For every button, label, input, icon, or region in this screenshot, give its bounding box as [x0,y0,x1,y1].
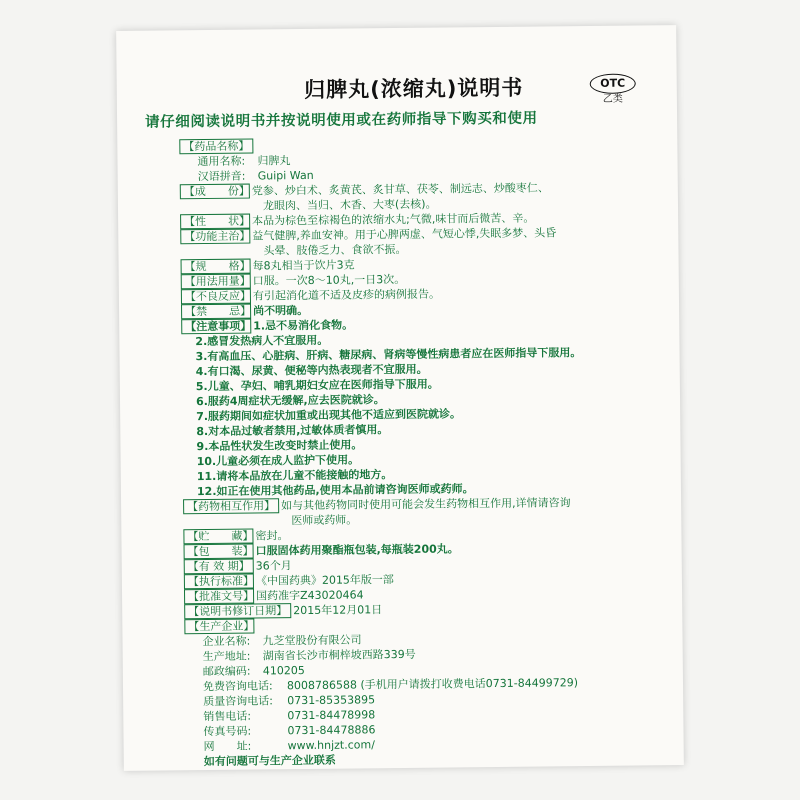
manufacturer-row: 销售电话: 0731-84478998 [203,708,376,724]
instruction-leaflet [116,25,684,771]
manufacturer-row: 质量咨询电话: 0731-85353895 [203,693,376,709]
precaution-item: 4.有口渴、尿黄、便秘等内热表现者不宜服用。 [195,362,428,379]
precaution-item: 11.请将本品放在儿童不能接触的地方。 [196,468,393,484]
manufacturer-heading: 【生产企业】 [184,614,654,634]
leaflet-content [145,69,656,769]
contraindications-row: 【禁 忌】 尚不明确。 [181,299,651,319]
description-row: 【性 状】 本品为棕色至棕褐色的浓缩水丸;气微,味甘而后微苦、辛。 [180,209,650,229]
manufacturer-row: 邮政编码: 410205 [202,664,305,679]
spec-row: 【规 格】 每8丸相当于饮片3克 [181,254,651,274]
precaution-item: 6.服药4周症状无缓解,应去医院就诊。 [195,393,385,409]
revision-row: 【说明书修订日期】 2015年12月01日 [184,599,654,619]
ingredients-continued: 龙眼肉、当归、木香、大枣(去核)。 [262,197,437,213]
otc-class: 乙类 [602,93,623,105]
manufacturer-row: 生产地址: 湖南省长沙市桐梓坡西路339号 [202,647,416,664]
otc-badge: OTC [590,74,636,94]
precaution-item: 12.如正在使用其他药品,使用本品前请咨询医师或药师。 [196,482,474,499]
ingredients-row: 【成 份】 党参、炒白术、炙黄芪、炙甘草、茯苓、制远志、炒酸枣仁、 [180,179,650,199]
precaution-item: 8.对本品过敏者禁用,过敏体质者慎用。 [196,423,389,439]
precautions-row: 【注意事项】 1.忌不易消化食物。 [181,314,651,334]
standard-row: 【执行标准】 《中国药典》2015年版一部 [184,569,654,589]
precaution-item: 9.本品性状发生改变时禁止使用。 [196,438,363,454]
interactions-row: 【药物相互作用】 如与其他药物同时使用可能会发生药物相互作用,详情请咨询 [183,494,653,514]
pinyin-row: 汉语拼音: Guipi Wan [197,168,314,184]
interactions-continued: 医师或药师。 [291,513,358,528]
indications-continued: 头晕、肢倦乏力、食欲不振。 [263,242,407,258]
package-row: 【包 装】 口服固体药用聚酯瓶包装,每瓶装200丸。 [184,539,654,559]
manufacturer-row: 传真号码: 0731-84478886 [203,723,376,739]
manufacturer-footer: 如有问题可与生产企业联系 [203,753,336,769]
manufacturer-row: 免费咨询电话: 8008786588 (手机用户请拨打收费电话0731-84499729) [202,676,579,694]
precaution-item: 10.儿童必须在成人监护下使用。 [196,453,360,469]
otc-mark [585,71,641,106]
title-row [179,69,649,108]
leaflet-title: 归脾丸(浓缩丸)说明书 [304,75,524,102]
dosage-row: 【用法用量】 口服。一次8～10丸,一日3次。 [181,269,651,289]
precaution-item: 3.有高血压、心脏病、肝病、糖尿病、肾病等慢性病患者应在医师指导下服用。 [195,346,582,364]
storage-row: 【贮 藏】 密封。 [183,524,653,544]
expiry-row: 【有 效 期】 36个月 [184,554,654,574]
precaution-item: 7.服药期间如症状加重或出现其他不适应到医院就诊。 [196,407,462,424]
indications-row: 【功能主治】 益气健脾,养血安神。用于心脾两虚、气短心悸,失眠多梦、头昏 [180,224,650,244]
precaution-item: 2.感冒发热病人不宜服用。 [195,333,329,349]
generic-name-row: 通用名称: 归脾丸 [197,154,291,169]
drug-name-heading: 【药品名称】 [179,134,649,154]
manufacturer-row: 网 址: www.hnjzt.com/ [203,738,375,754]
adverse-row: 【不良反应】 有引起消化道不适及皮疹的病例报告。 [181,284,651,304]
approval-row: 【批准文号】 国药准字Z43020464 [184,584,654,604]
precaution-item: 5.儿童、孕妇、哺乳期妇女应在医师指导下服用。 [195,377,439,394]
manufacturer-row: 企业名称: 九芝堂股份有限公司 [202,633,362,649]
leaflet-subtitle: 请仔细阅读说明书并按说明使用或在药师指导下购买和使用 [145,110,538,131]
